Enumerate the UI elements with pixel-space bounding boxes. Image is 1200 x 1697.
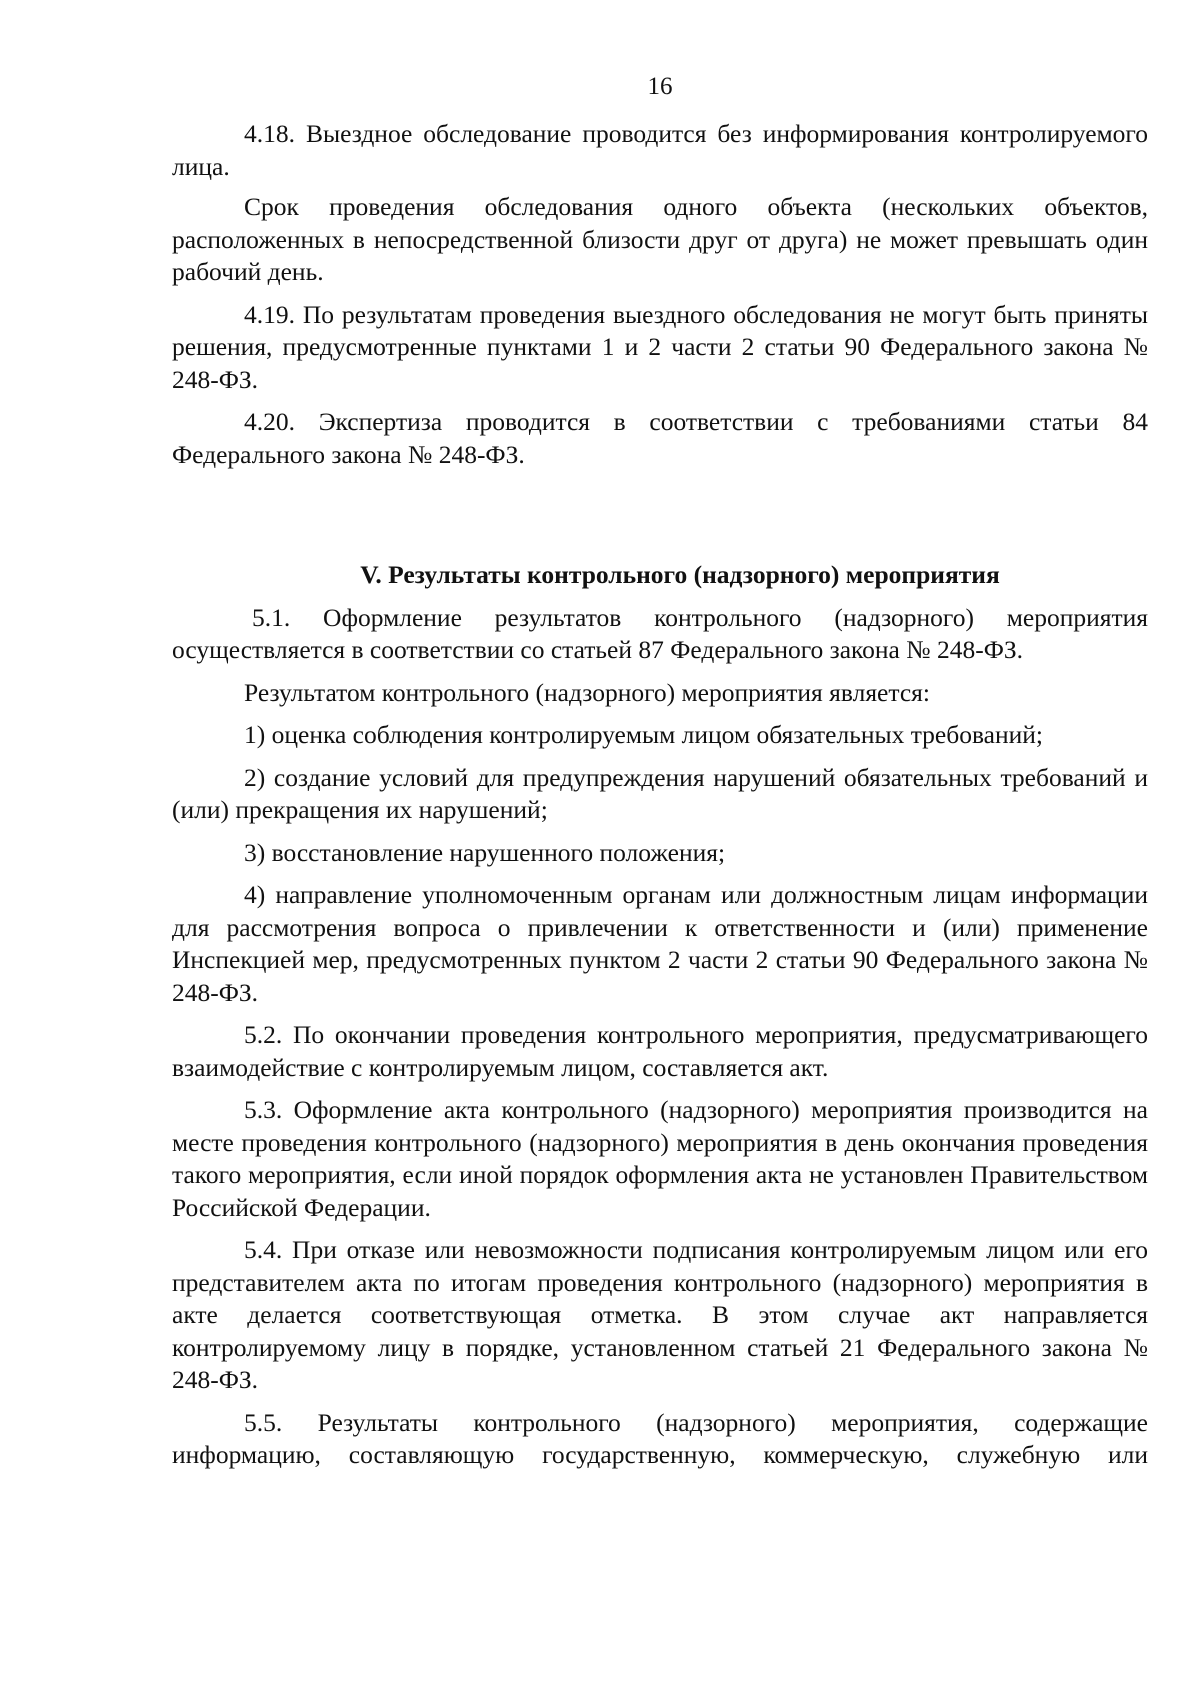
paragraph-5-5: 5.5. Результаты контрольного (надзорного) мероприятия, содержащие информацию, составляющую государственную, коммерческую, служебную или xyxy=(172,1407,1148,1469)
paragraph-5-4: 5.4. При отказе или невозможности подписания контролируемым лицом или его представителем акта по итогам проведения контрольного (надзорного) мероприятия в акте делается соответствующая отметка. В этом случае акт направляется контролируемому лицу в порядке, установленном статьей 21 Федерального закона № 248-ФЗ. xyxy=(172,1235,1148,1394)
paragraph-result-intro: Результатом контрольного (надзорного) мероприятия является: xyxy=(244,677,930,707)
document-body xyxy=(172,118,1148,1482)
section-5-title: V. Результаты контрольного (надзорного) мероприятия xyxy=(360,560,1000,589)
paragraph-4-20: 4.20. Экспертиза проводится в соответствии с требованиями статьи 84 Федерального закона № 248-ФЗ. xyxy=(172,407,1148,469)
list-item-1: 1) оценка соблюдения контролируемым лицом обязательных требований; xyxy=(244,720,1044,749)
paragraph-5-2: 5.2. По окончании проведения контрольного мероприятия, предусматривающего взаимодействие с контролируемым лицом, составляется акт. xyxy=(172,1020,1148,1082)
section-spacer xyxy=(172,481,1148,559)
paragraph-4-18-term: Срок проведения обследования одного объекта (нескольких объектов, расположенных в непосредственной близости друг от друга) не может превышать один рабочий день. xyxy=(172,192,1148,286)
page-number: 16 xyxy=(647,73,673,100)
paragraph-4-18: 4.18. Выездное обследование проводится без информирования контролируемого лица. xyxy=(172,119,1148,181)
list-item-2: 2) создание условий для предупреждения нарушений обязательных требований и (или) прекращения их нарушений; xyxy=(172,762,1148,824)
paragraph-4-19: 4.19. По результатам проведения выездного обследования не могут быть приняты решения, предусмотренные пунктами 1 и 2 части 2 статьи 90 Федерального закона № 248-ФЗ. xyxy=(172,299,1148,394)
paragraph-5-1: 5.1. Оформление результатов контрольного (надзорного) мероприятия осуществляется в соответствии со статьей 87 Федерального закона № 248-ФЗ. xyxy=(172,602,1148,664)
paragraph-5-3: 5.3. Оформление акта контрольного (надзорного) мероприятия производится на месте проведения контрольного (надзорного) мероприятия в день окончания проведения такого мероприятия, если иной порядок оформления акта не установлен Правительством Российской Федерации. xyxy=(172,1095,1148,1222)
list-item-4: 4) направление уполномоченным органам или должностным лицам информации для рассмотрения вопроса о привлечении к ответственности и (или) применение Инспекцией мер, предусмотренных пунктом 2 части 2 статьи 90 Федерального закона № 248-ФЗ. xyxy=(172,880,1148,1007)
list-item-3: 3) восстановление нарушенного положения; xyxy=(244,837,726,867)
